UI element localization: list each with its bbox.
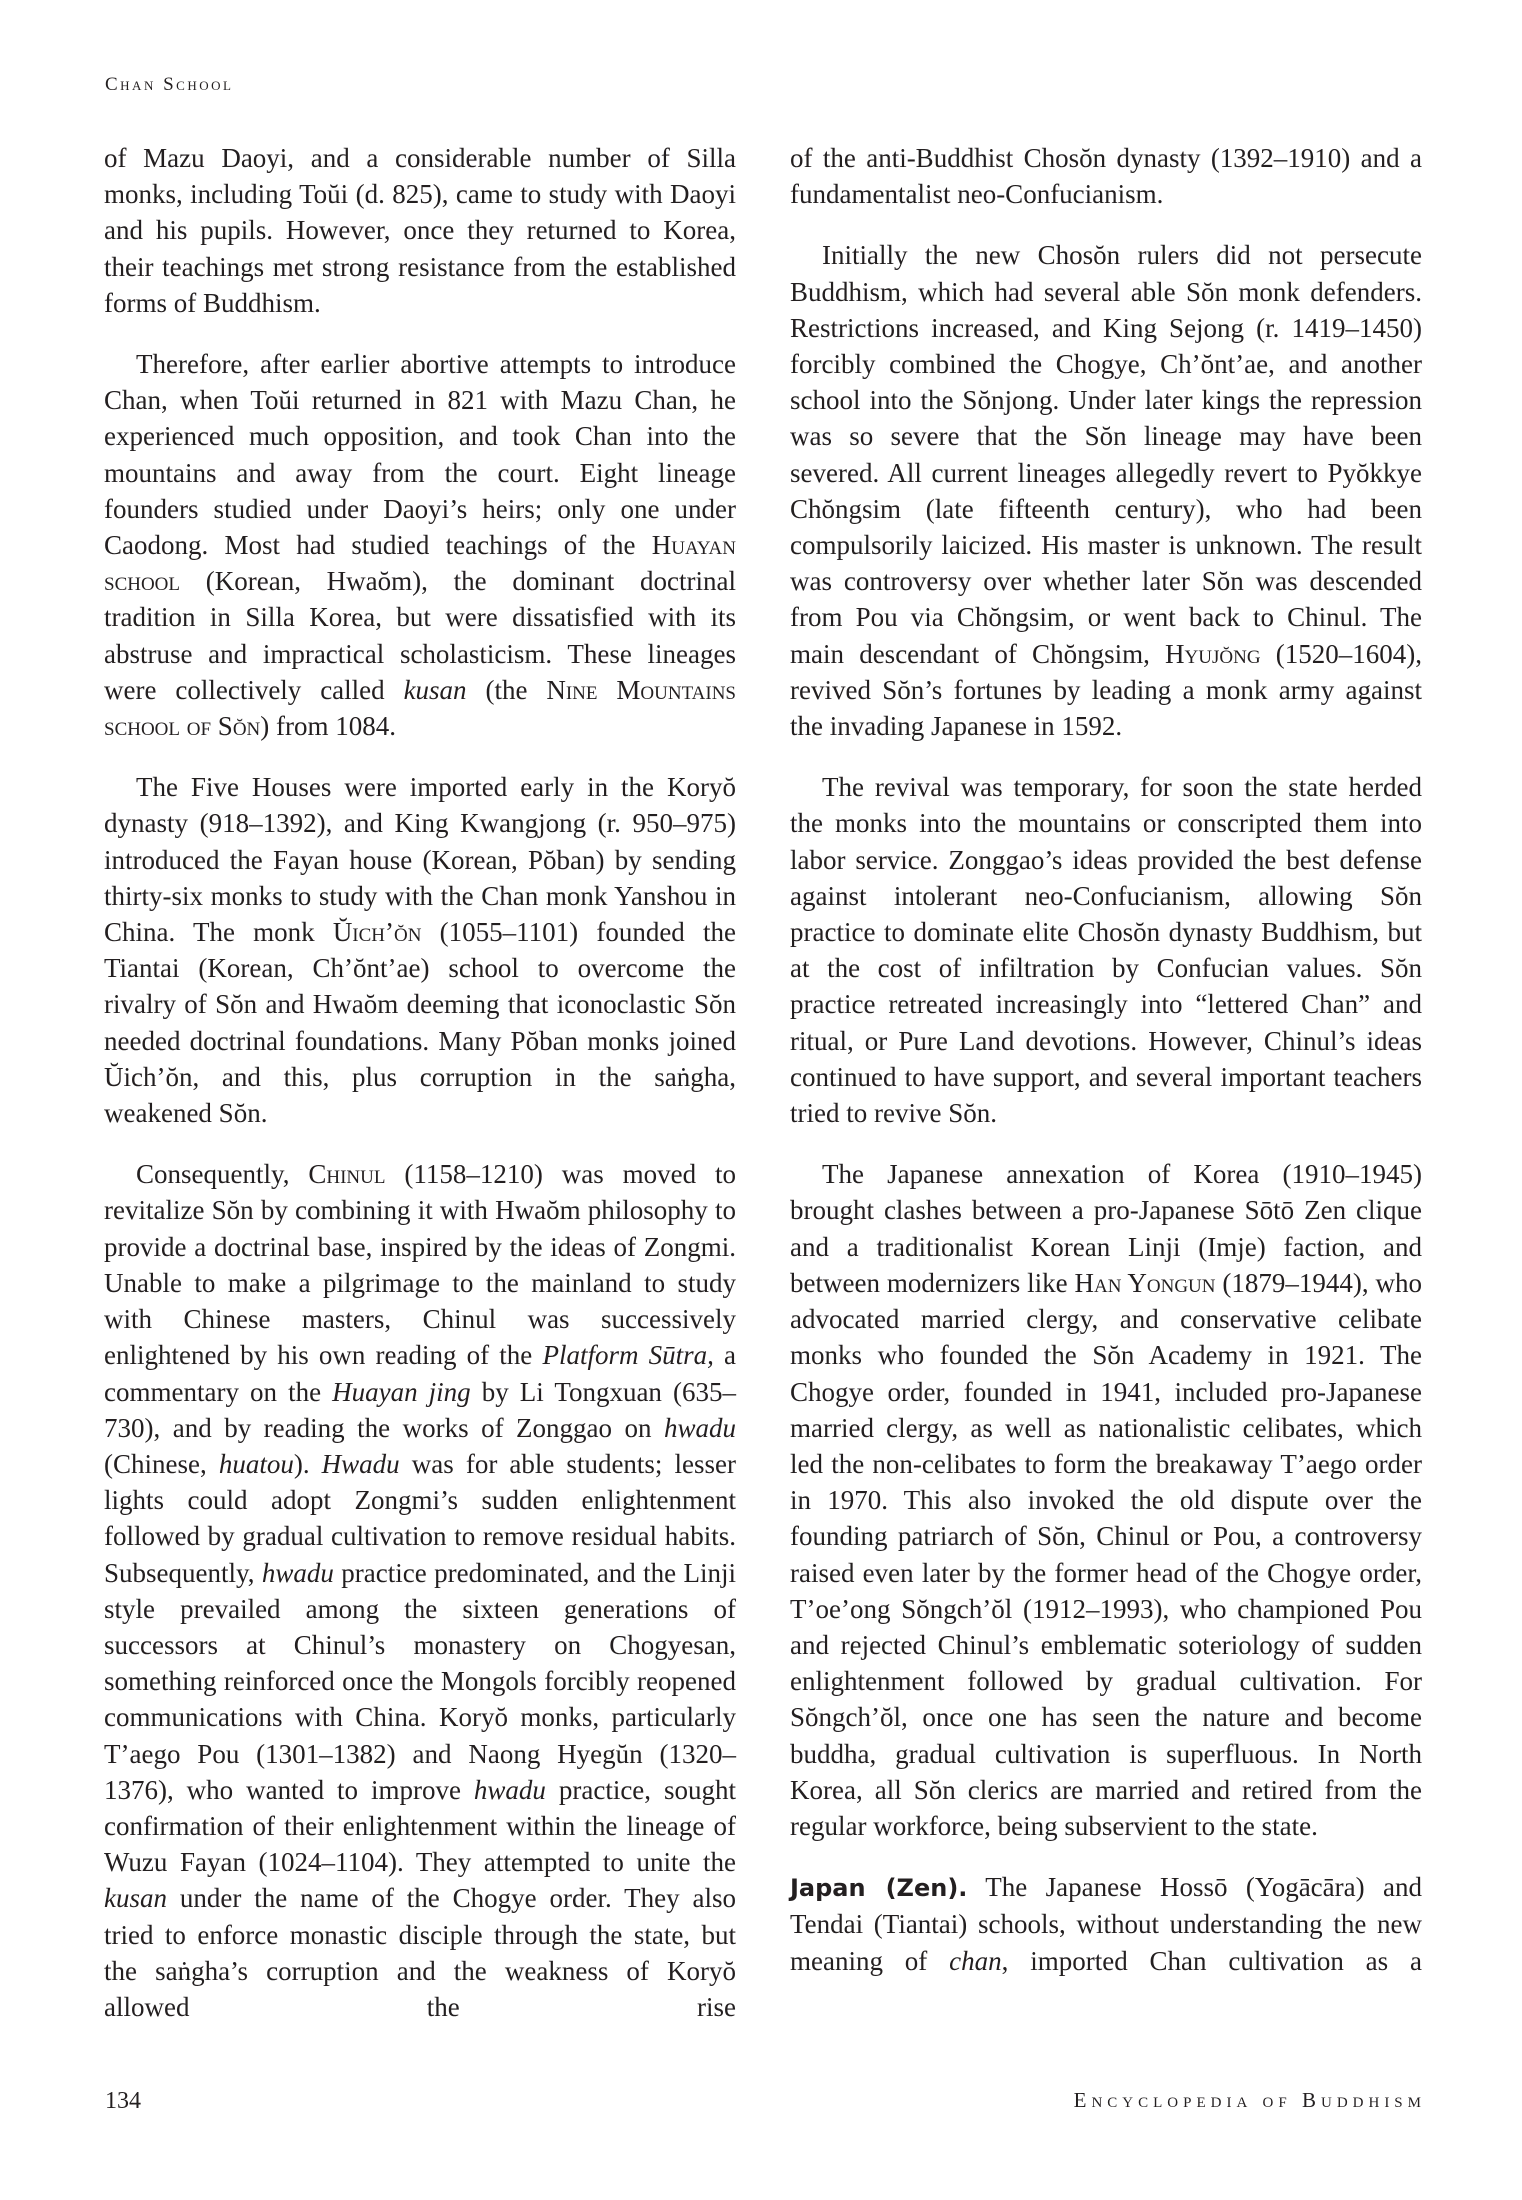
text-run: a commentary on the xyxy=(104,1340,737,1407)
text-run: (Korean, Hwaŏm), the dominant doctrinal tradition in Silla Korea, but were dissatisfied with its abstruse and impractical scholasticism. These lineages were collectively called xyxy=(104,566,736,705)
text-run: , imported Chan cultivation as a xyxy=(1001,1945,1422,1976)
paragraph xyxy=(790,237,1422,744)
italic-term: Huayan jing xyxy=(332,1376,471,1407)
text-run: was for able students; lesser lights could adopt Zongmi’s sudden enlightenment followed by gradual cultivation to remove residual habits. Subsequently, xyxy=(104,1448,736,1588)
text-run: (1055–1101) founded the Tiantai (Korean, Ch’ŏnt’ae) school to overcome the rivalry of Sŏn and Hwaŏm deeming that iconoclastic Sŏn needed doctrinal foundations. Many Pŏban monks joined Ŭich’ŏn, and this, plus corruption in the saṅgha, weakened Sŏn. xyxy=(104,917,736,1129)
paragraph xyxy=(104,769,736,1131)
right-column xyxy=(790,140,1422,2004)
page-number: 134 xyxy=(105,2088,141,2114)
text-run: practice, sought confirmation of their enlightenment within the lineage of Wuzu Fayan (1024–1104). They attempted to unite the xyxy=(104,1774,736,1878)
italic-term: Hwadu xyxy=(321,1448,400,1479)
left-column xyxy=(104,140,736,2050)
cross-reference: Hyujŏng xyxy=(1165,638,1261,669)
text-run: Consequently, xyxy=(136,1159,309,1190)
paragraph xyxy=(790,1156,1422,1844)
text-run: The Japanese annexation of Korea (1910–1945) brought clashes between a pro-Japanese Sōtō Zen clique and a traditionalist Korean Linji (Imje) faction, and between modernizers like xyxy=(790,1159,1422,1298)
paragraph xyxy=(790,1869,1422,1979)
italic-term: hwadu xyxy=(473,1774,546,1805)
paragraph xyxy=(104,1156,736,2025)
italic-term: hwadu xyxy=(663,1412,736,1443)
paragraph xyxy=(790,769,1422,1131)
italic-term: Platform Sūtra, xyxy=(542,1340,714,1371)
cross-reference: Ŭich’ŏn xyxy=(332,917,422,948)
italic-term: huatou xyxy=(218,1448,294,1479)
text-run: (the xyxy=(466,674,547,705)
text-run: The Japanese Hossō (Yogācāra) and Tendai (Tiantai) schools, without understanding the new meaning of xyxy=(790,1872,1422,1976)
italic-term: hwadu xyxy=(261,1557,334,1588)
text-run: (1520–1604), revived Sŏn’s fortunes by leading a monk army against the invading Japanese in 1592. xyxy=(790,638,1422,742)
paragraph xyxy=(790,140,1422,212)
text-run: practice predominated, and the Linji style prevailed among the sixteen generations of successors at Chinul’s monastery on Chogyesan, something reinforced once the Mongols forcibly reopened communications with China. Koryŏ monks, particularly T’aego Pou (1301–1382) and Naong Hyegŭn (1320–1376), who wanted to improve xyxy=(104,1557,736,1805)
text-run: under the name of the Chogye order. They also tried to enforce monastic disciple through the state, but the saṅgha’s corruption and the weakness of Koryŏ allowed the rise xyxy=(104,1883,736,2022)
italic-term: chan xyxy=(949,1945,1002,1976)
text-run: (1879–1944), who advocated married clergy, and conservative celibate monks who founded the Sŏn Academy in 1921. The Chogye order, founded in 1941, included pro-Japanese married clergy, as well as nationalistic celibates, which led the non-celibates to form the breakaway T’aego order in 1970. This also invoked the old dispute over the founding patriarch of Sŏn, Chinul or Pou, a controversy raised even later by the former head of the Chogye order, T’oe’ong Sŏngch’ŏl (1912–1993), who championed Pou and rejected Chinul’s emblematic soteriology of sudden enlightenment followed by gradual cultivation. For Sŏngch’ŏl, once one has seen the nature and become buddha, gradual cultivation is superfluous. In North Korea, all Sŏn clerics are married and retired from the regular workforce, being subservient to the state. xyxy=(790,1267,1422,1841)
paragraph xyxy=(104,346,736,744)
text-run: by Li Tongxuan (635–730), and by reading the works of Zonggao on xyxy=(104,1376,736,1443)
section-heading: Japan (Zen). xyxy=(790,1874,968,1903)
cross-reference: Huayan school xyxy=(104,530,736,597)
running-head: Chan School xyxy=(105,74,234,95)
text-run: (1158–1210) was moved to revitalize Sŏn by combining it with Hwaŏm philosophy to provide a doctrinal base, inspired by the ideas of Zongmi. Unable to make a pilgrimage to the mainland to study with Chinese masters, Chinul was successively enlightened by his own reading of the xyxy=(104,1159,736,1371)
text-run: Therefore, after earlier abortive attempts to introduce Chan, when Toŭi returned in 821 with Mazu Chan, he experienced much opposition, and took Chan into the mountains and away from the court. Eight lineage founders studied under Daoyi’s heirs; only one under Caodong. Most had studied teachings of the xyxy=(104,349,736,561)
text-run: (Chinese, xyxy=(104,1448,219,1479)
cross-reference: Chinul xyxy=(308,1159,386,1190)
book-title: Encyclopedia of Buddhism xyxy=(1073,2088,1426,2112)
cross-reference: Han Yongun xyxy=(1074,1267,1216,1298)
italic-term: kusan xyxy=(403,674,467,705)
text-run: ). xyxy=(293,1448,322,1479)
text-run: The Five Houses were imported early in the Koryŏ dynasty (918–1392), and King Kwangjong (r. 950–975) introduced the Fayan house (Korean, Pŏban) by sending thirty-six monks to study with the Chan monk Yanshou in China. The monk xyxy=(104,772,736,948)
paragraph xyxy=(104,140,736,321)
cross-reference: Nine Mountains school of Sŏn xyxy=(104,674,736,742)
text-run: Initially the new Chosŏn rulers did not persecute Buddhism, which had several able Sŏn monk defenders. Restrictions increased, and King Sejong (r. 1419–1450) forcibly combined the Chogye, Ch’ŏnt’ae, and another school into the Sŏnjong. Under later kings the repression was so severe that the Sŏn lineage may have been severed. All current lineages allegedly revert to Pyŏkkye Chŏngsim (late fifteenth century), who had been compulsorily laicized. His master is unknown. The result was controversy over whether later Sŏn was descended from Pou via Chŏngsim, or went back to Chinul. The main descendant of Chŏngsim, xyxy=(790,240,1422,669)
italic-term: kusan xyxy=(104,1883,167,1914)
text-run: ) from 1084. xyxy=(260,711,396,742)
text-run: of Mazu Daoyi, and a considerable number of Silla monks, including Toŭi (d. 825), came to study with Daoyi and his pupils. However, once they returned to Korea, their teachings met strong resistance from the established forms of Buddhism. xyxy=(104,143,736,318)
text-run: The revival was temporary, for soon the state herded the monks into the mountains or conscripted them into labor service. Zonggao’s ideas provided the best defense against intolerant neo-Confucianism, allowing Sŏn practice to dominate elite Chosŏn dynasty Buddhism, but at the cost of infiltration by Confucian values. Sŏn practice retreated increasingly into “lettered Chan” and ritual, or Pure Land devotions. However, Chinul’s ideas continued to have support, and several important teachers tried to revive Sŏn. xyxy=(790,772,1422,1129)
text-run: of the anti-Buddhist Chosŏn dynasty (1392–1910) and a fundamentalist neo-Confucianism. xyxy=(790,143,1422,210)
